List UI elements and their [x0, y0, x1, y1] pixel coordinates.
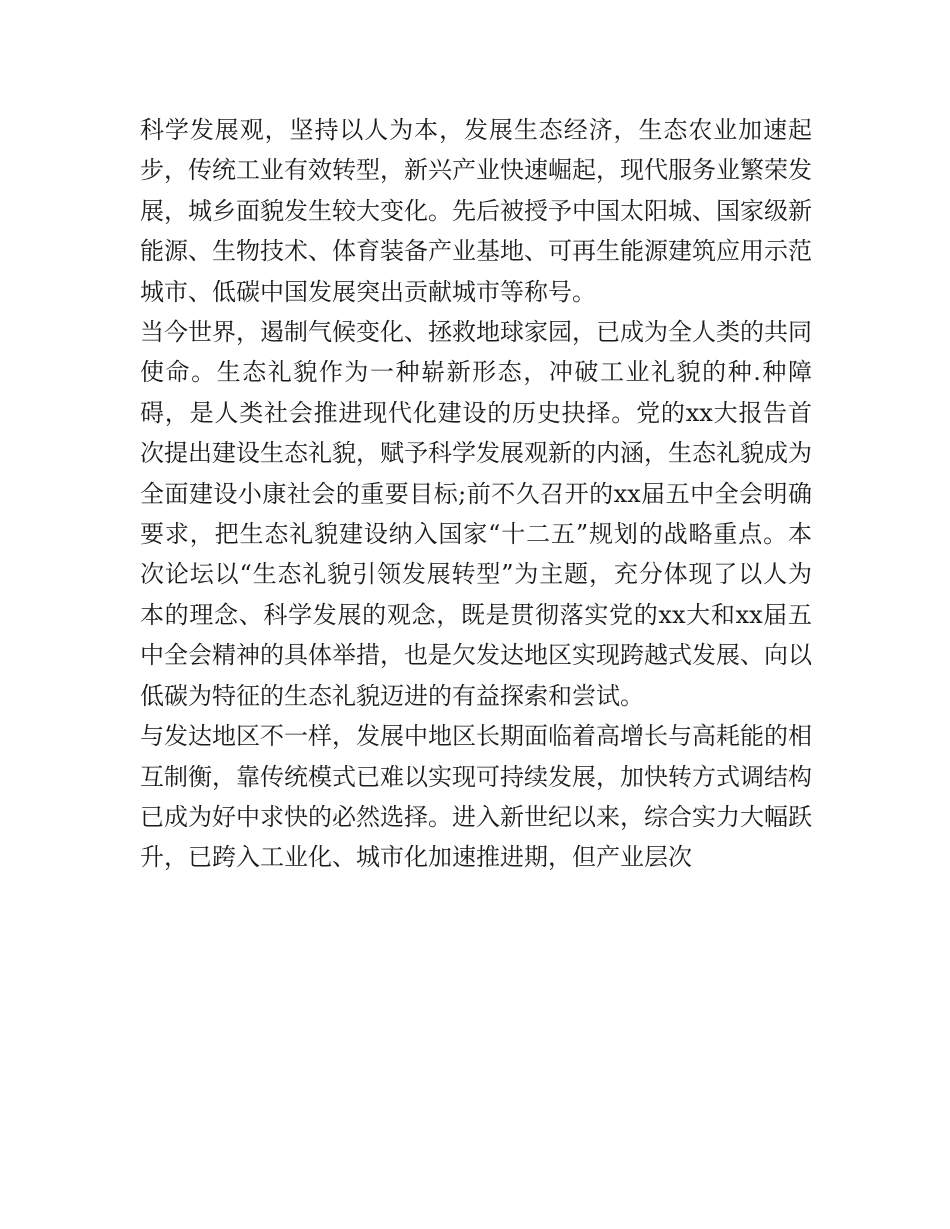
paragraph-1: 科学发展观，坚持以人为本，发展生态经济，生态农业加速起步，传统工业有效转型，新兴产业快速崛起，现代服务业繁荣发展，城乡面貌发生较大变化。先后被授予中国太阳城、国家级新能源、生物技术、体育装备产业基地、可再生能源建筑应用示范城市、低碳中国发展突出贡献城市等称号。 [140, 116, 812, 306]
paragraph-3: 与发达地区不一样，发展中地区长期面临着高增长与高耗能的相互制衡，靠传统模式已难以实现可持续发展，加快转方式调结构已成为好中求快的必然选择。进入新世纪以来，综合实力大幅跃升，已跨入工业化、城市化加速推进期，但产业层次 [140, 722, 812, 872]
paragraph-2: 当今世界，遏制气候变化、拯救地球家园，已成为全人类的共同使命。生态礼貌作为一种崭新形态，冲破工业礼貌的种.种障碍，是人类社会推进现代化建设的历史抉择。党的xx大报告首次提出建设生态礼貌，赋予科学发展观新的内涵，生态礼貌成为全面建设小康社会的重要目标;前不久召开的xx届五中全会明确要求，把生态礼貌建设纳入国家“十二五”规划的战略重点。本次论坛以“生态礼貌引领发展转型”为主题，充分体现了以人为本的理念、科学发展的观念，既是贯彻落实党的xx大和xx届五中全会精神的具体举措，也是欠发达地区实现跨越式发展、向以低碳为特征的生态礼貌迈进的有益探索和尝试。 [140, 318, 812, 710]
document-body [140, 110, 812, 878]
